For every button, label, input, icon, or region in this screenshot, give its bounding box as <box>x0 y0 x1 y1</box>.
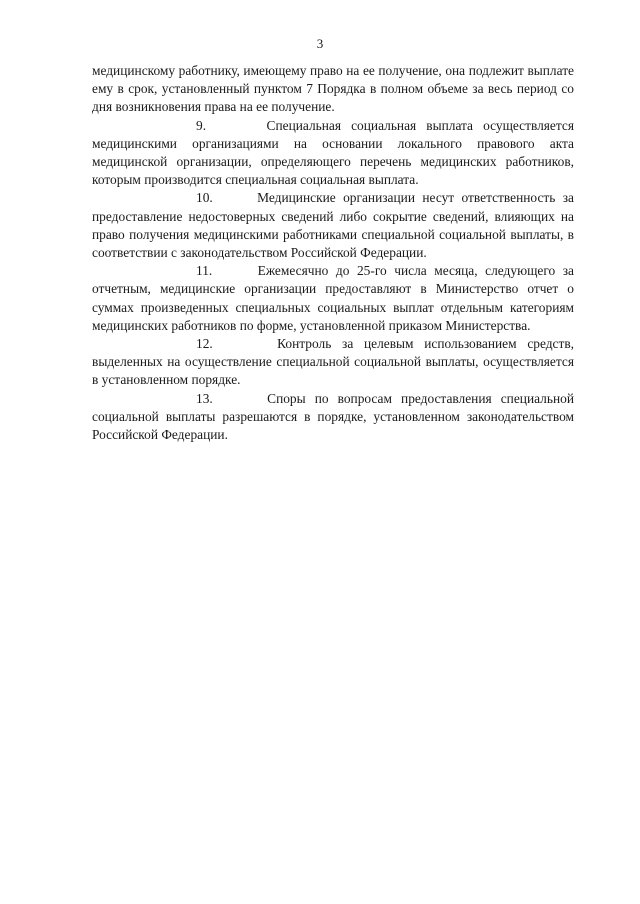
page-number: 3 <box>316 36 324 51</box>
paragraph-10 <box>92 189 574 262</box>
paragraph-number: 12. <box>196 336 213 352</box>
paragraph-9 <box>92 117 574 190</box>
paragraph-12 <box>92 335 574 390</box>
document-body <box>92 62 574 444</box>
paragraph-number: 9. <box>196 117 207 133</box>
paragraph-text: Контроль за целевым использованием средств, выделенных на осуществление специальной социальной выплаты, осуществляется в установленном порядке. <box>92 336 575 388</box>
paragraph-11 <box>92 262 574 335</box>
paragraph-text: Медицинские организации несут ответственность за предоставление недостоверных сведений либо сокрытие сведений, влияющих на право получения медицинскими работниками специальной социальной выплаты, в соответствии с законодательством Российской Федерации. <box>92 190 574 261</box>
paragraph-continuation <box>92 62 574 117</box>
paragraph-number: 11. <box>196 263 213 279</box>
paragraph-number: 13. <box>196 390 213 406</box>
paragraph-number: 10. <box>196 190 213 206</box>
paragraph-text: медицинскому работнику, имеющему право на ее получение, она подлежит выплате ему в срок, установленный пунктом 7 Порядка в полном объеме за весь период со дня возникновения права на ее получение. <box>92 63 574 115</box>
paragraph-13 <box>92 390 574 445</box>
paragraph-text: Споры по вопросам предоставления специальной социальной выплаты разрешаются в порядке, установленном законодательством Российской Федерации. <box>92 390 574 443</box>
paragraph-text: Ежемесячно до 25-го числа месяца, следующего за отчетным, медицинские организации предоставляют в Министерство отчет о суммах произведенных специальных социальных выплат отдельным категориям медицинских работников по форме, установленной приказом Министерства. <box>92 263 574 333</box>
paragraph-text: Специальная социальная выплата осуществляется медицинскими организациями на основании локального правового акта медицинской организации, определяющего перечень медицинских работников, которым производится специальная социальная выплата. <box>92 117 574 188</box>
